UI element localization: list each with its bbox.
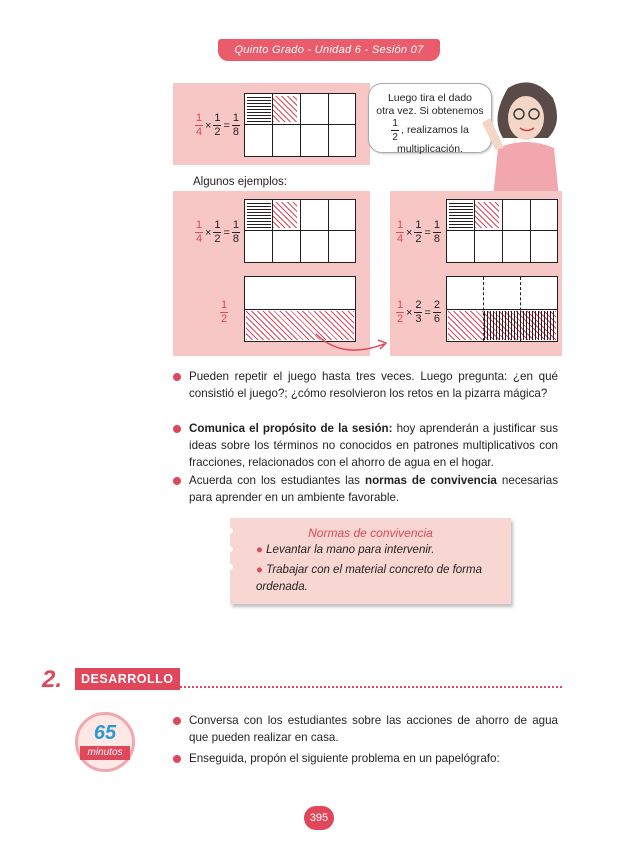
top-fraction-grid bbox=[244, 93, 356, 157]
top-example-equation: 1 4 × 1 2 = 1 8 bbox=[195, 112, 239, 138]
normas-title: Normas de convivencia bbox=[308, 526, 433, 540]
header-banner: Quinto Grado - Unidad 6 - Sesión 07 bbox=[218, 39, 440, 61]
timer-unit: minutos bbox=[80, 746, 130, 760]
examples-label: Algunos ejemplos: bbox=[193, 176, 287, 188]
right-top-equation: 1 4 × 1 2 = 1 8 bbox=[396, 219, 440, 245]
list-item: Enseguida, propón el siguiente problema en un papelógrafo: bbox=[173, 750, 558, 767]
list-item: Pueden repetir el juego hasta tres veces. Luego pregunta: ¿en qué consistió el juego?; ¿cómo resolvieron los retos en la pizarra mágica? bbox=[173, 368, 558, 402]
normas-item: ● Levantar la mano para intervenir. bbox=[256, 544, 435, 556]
section-number: 2. bbox=[42, 666, 63, 693]
teacher-illustration bbox=[478, 78, 568, 208]
curved-arrow bbox=[312, 330, 392, 360]
speech-bubble: Luego tira el dado otra vez. Si obtenemos 1 2 , realizamos la multiplicación. bbox=[368, 83, 492, 153]
left-top-grid bbox=[244, 199, 356, 263]
right-bottom-equation: 1 2 × 2 3 = 2 6 bbox=[396, 299, 440, 325]
list-item: Comunica el propósito de la sesión: hoy aprenderán a justificar sus ideas sobre los términos no conocidos en patrones multiplicativos con fracciones, relacionados con el ahorro de agua en el hogar. bbox=[173, 420, 558, 471]
right-top-grid bbox=[446, 199, 558, 263]
list-item: Acuerda con los estudiantes las normas de convivencia necesarias para aprender en un ambiente favorable. bbox=[173, 472, 558, 506]
left-bottom-fraction: 1 2 bbox=[220, 299, 228, 325]
normas-item: ● Trabajar con el material concreto de forma ordenada. bbox=[256, 564, 482, 593]
section-title: DESARROLLO bbox=[75, 668, 180, 690]
left-top-equation: 1 4 × 1 2 = 1 8 bbox=[195, 219, 239, 245]
page-number: 395 bbox=[304, 806, 334, 830]
timer-value: 65 bbox=[93, 722, 117, 744]
list-item: Conversa con los estudiantes sobre las acciones de ahorro de agua que pueden realizar en casa. bbox=[173, 712, 558, 746]
right-bottom-grid bbox=[446, 276, 558, 342]
normas-box bbox=[230, 518, 511, 604]
section-divider bbox=[172, 686, 562, 688]
